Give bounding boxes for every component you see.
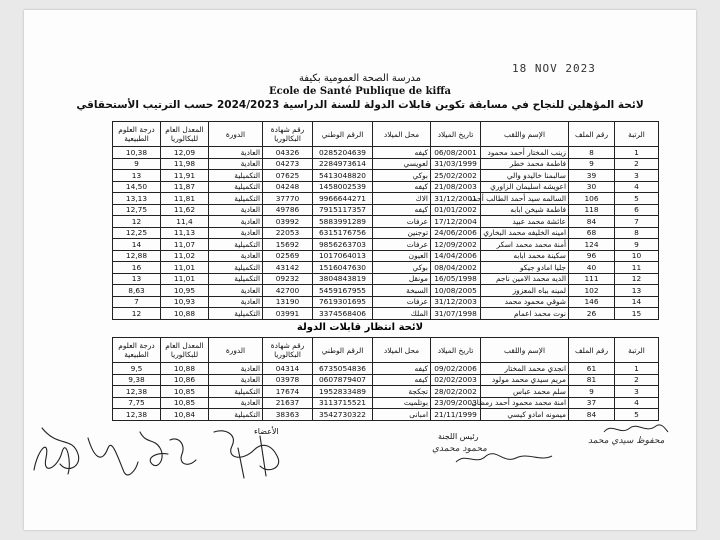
cell-dob: 31/03/1999 bbox=[431, 158, 481, 170]
cell-avg: 11,13 bbox=[161, 227, 209, 239]
cell-dob: 16/05/1998 bbox=[431, 273, 481, 285]
cell-file: 146 bbox=[569, 296, 615, 308]
cell-avg: 10,93 bbox=[161, 296, 209, 308]
cell-session: التكميلية bbox=[209, 273, 263, 285]
cell-session: التكميلية bbox=[209, 170, 263, 182]
cell-avg: 10,85 bbox=[161, 386, 209, 398]
cell-file: 40 bbox=[569, 262, 615, 274]
cell-rank: 4 bbox=[615, 397, 659, 409]
cell-sci: 14 bbox=[113, 239, 161, 251]
cell-file: 9 bbox=[569, 386, 615, 398]
cell-sci: 12 bbox=[113, 308, 161, 320]
cell-file: 124 bbox=[569, 239, 615, 251]
cell-session: العادية bbox=[209, 296, 263, 308]
cell-rank: 4 bbox=[615, 181, 659, 193]
cell-name: جليا امادو جيكو bbox=[481, 262, 569, 274]
cell-dob: 02/02/2003 bbox=[431, 374, 481, 386]
cell-dob: 24/06/2006 bbox=[431, 227, 481, 239]
cell-avg: 11,81 bbox=[161, 193, 209, 205]
cell-nni: 2284973614 bbox=[313, 158, 373, 170]
column-header-file: رقم الملف bbox=[569, 338, 615, 363]
cell-session: العادية bbox=[209, 227, 263, 239]
cell-dob: 12/09/2002 bbox=[431, 239, 481, 251]
cell-bac: 07625 bbox=[263, 170, 313, 182]
cell-file: 81 bbox=[569, 374, 615, 386]
cell-sci: 12,88 bbox=[113, 250, 161, 262]
cell-file: 30 bbox=[569, 181, 615, 193]
cell-name: فاطمة محمد خطر bbox=[481, 158, 569, 170]
cell-pob: تجكجة bbox=[373, 386, 431, 398]
president-signature: محمود محمدي bbox=[432, 444, 487, 454]
column-header-name: الإسم واللقب bbox=[481, 338, 569, 363]
cell-nni: 9856263703 bbox=[313, 239, 373, 251]
cell-dob: 21/11/1999 bbox=[431, 409, 481, 421]
cell-bac: 17674 bbox=[263, 386, 313, 398]
cell-session: العادية bbox=[209, 374, 263, 386]
table-header-row bbox=[113, 338, 659, 363]
cell-avg: 10,84 bbox=[161, 409, 209, 421]
cell-pob: الاك bbox=[373, 193, 431, 205]
waiting-list-title: لائحة انتظار قابلات الدولة bbox=[296, 322, 424, 333]
cell-name: السالمه سيد أحمد الطالب أحمد bbox=[481, 193, 569, 205]
cell-pob: كيفه bbox=[373, 374, 431, 386]
cell-rank: 7 bbox=[615, 216, 659, 228]
cell-nni: 6315176756 bbox=[313, 227, 373, 239]
column-header-name: الإسم واللقب bbox=[481, 122, 569, 147]
cell-bac: 03992 bbox=[263, 216, 313, 228]
right-signature: محفوظ سيدي محمد bbox=[588, 436, 665, 446]
cell-bac: 21637 bbox=[263, 397, 313, 409]
cell-bac: 13190 bbox=[263, 296, 313, 308]
cell-bac: 49786 bbox=[263, 204, 313, 216]
cell-bac: 15692 bbox=[263, 239, 313, 251]
column-header-avg: المعدل العام للبكالوريا bbox=[161, 122, 209, 147]
cell-bac: 03978 bbox=[263, 374, 313, 386]
cell-session: التكميلية bbox=[209, 308, 263, 320]
school-name-ar: مدرسة الصحة العمومية بكيفة bbox=[298, 73, 422, 84]
cell-dob: 17/12/2004 bbox=[431, 216, 481, 228]
cell-file: 39 bbox=[569, 170, 615, 182]
cell-pob: السبخة bbox=[373, 285, 431, 297]
cell-sci: 12,75 bbox=[113, 204, 161, 216]
table-row bbox=[113, 204, 659, 216]
cell-rank: 2 bbox=[615, 374, 659, 386]
table-row bbox=[113, 158, 659, 170]
cell-sci: 13 bbox=[113, 170, 161, 182]
cell-session: التكميلية bbox=[209, 386, 263, 398]
column-header-pob: محل الميلاد bbox=[373, 338, 431, 363]
cell-session: العادية bbox=[209, 147, 263, 159]
column-header-avg: المعدل العام للبكالوريا bbox=[161, 338, 209, 363]
table-row bbox=[113, 363, 659, 375]
table-row bbox=[113, 216, 659, 228]
cell-name: فاطمة شيخن ابابه bbox=[481, 204, 569, 216]
cell-dob: 08/04/2002 bbox=[431, 262, 481, 274]
waiting-list-table bbox=[112, 337, 659, 421]
cell-pob: الملك bbox=[373, 308, 431, 320]
cell-name: أمنة محمد محمد اسكر bbox=[481, 239, 569, 251]
cell-dob: 31/12/2003 bbox=[431, 296, 481, 308]
cell-name: انجدي محمد المختار bbox=[481, 363, 569, 375]
cell-rank: 3 bbox=[615, 170, 659, 182]
cell-pob: بوكي bbox=[373, 262, 431, 274]
cell-bac: 04273 bbox=[263, 158, 313, 170]
cell-sci: 7 bbox=[113, 296, 161, 308]
cell-pob: كيفه bbox=[373, 181, 431, 193]
table-row bbox=[113, 250, 659, 262]
cell-nni: 1516047630 bbox=[313, 262, 373, 274]
cell-sci: 16 bbox=[113, 262, 161, 274]
table-row bbox=[113, 227, 659, 239]
cell-rank: 15 bbox=[615, 308, 659, 320]
cell-name: الديه محمد الامين ناجم bbox=[481, 273, 569, 285]
cell-nni: 3804843819 bbox=[313, 273, 373, 285]
column-header-file: رقم الملف bbox=[569, 122, 615, 147]
cell-file: 61 bbox=[569, 363, 615, 375]
cell-avg: 11,98 bbox=[161, 158, 209, 170]
president-label: رئيس اللجنة bbox=[438, 432, 479, 441]
table-row bbox=[113, 193, 659, 205]
cell-rank: 3 bbox=[615, 386, 659, 398]
cell-pob: امبانى bbox=[373, 409, 431, 421]
document-title: لائحة المؤهلين للنجاح في مسابقة تكوين قابلات الدولة للسنة الدراسية 2024/2023 حسب الترتيب الأستحقاقي bbox=[76, 99, 644, 111]
table-row bbox=[113, 397, 659, 409]
cell-name: عائشة محمد عبيد bbox=[481, 216, 569, 228]
cell-session: العادية bbox=[209, 285, 263, 297]
column-header-session: الدورة bbox=[209, 122, 263, 147]
cell-name: ميمونه امادو كيسي bbox=[481, 409, 569, 421]
cell-sci: 12 bbox=[113, 216, 161, 228]
table-row bbox=[113, 239, 659, 251]
cell-name: اعويشه اسليمان الزاوري bbox=[481, 181, 569, 193]
cell-nni: 1952833489 bbox=[313, 386, 373, 398]
cell-rank: 6 bbox=[615, 204, 659, 216]
cell-avg: 10,88 bbox=[161, 308, 209, 320]
cell-avg: 11,87 bbox=[161, 181, 209, 193]
cell-avg: 12,09 bbox=[161, 147, 209, 159]
cell-rank: 9 bbox=[615, 239, 659, 251]
column-header-bac: رقم شهادة البكالوريا bbox=[263, 122, 313, 147]
cell-file: 37 bbox=[569, 397, 615, 409]
cell-pob: عرفات bbox=[373, 296, 431, 308]
cell-file: 26 bbox=[569, 308, 615, 320]
cell-nni: 5883991289 bbox=[313, 216, 373, 228]
school-name-fr: Ecole de Santé Publique de kiffa bbox=[268, 86, 452, 97]
cell-avg: 11,01 bbox=[161, 262, 209, 274]
cell-avg: 11,07 bbox=[161, 239, 209, 251]
cell-avg: 10,85 bbox=[161, 397, 209, 409]
cell-name: زينب المختار أحمد محمود bbox=[481, 147, 569, 159]
table-row bbox=[113, 273, 659, 285]
cell-session: العادية bbox=[209, 250, 263, 262]
column-header-sci: درجة العلوم الطبيعية bbox=[113, 338, 161, 363]
cell-bac: 42700 bbox=[263, 285, 313, 297]
cell-dob: 31/12/2001 bbox=[431, 193, 481, 205]
cell-pob: توجنين bbox=[373, 227, 431, 239]
table-row bbox=[113, 308, 659, 320]
admitted-table bbox=[112, 121, 659, 320]
cell-rank: 13 bbox=[615, 285, 659, 297]
cell-avg: 11,91 bbox=[161, 170, 209, 182]
column-header-session: الدورة bbox=[209, 338, 263, 363]
cell-rank: 5 bbox=[615, 193, 659, 205]
cell-sci: 9,5 bbox=[113, 363, 161, 375]
cell-sci: 14,50 bbox=[113, 181, 161, 193]
cell-dob: 09/02/2006 bbox=[431, 363, 481, 375]
cell-nni: 7915117357 bbox=[313, 204, 373, 216]
cell-sci: 9,38 bbox=[113, 374, 161, 386]
cell-bac: 04248 bbox=[263, 181, 313, 193]
cell-pob: العيون bbox=[373, 250, 431, 262]
cell-sci: 13 bbox=[113, 273, 161, 285]
cell-pob: لعويسي bbox=[373, 158, 431, 170]
cell-avg: 11,62 bbox=[161, 204, 209, 216]
cell-dob: 14/04/2006 bbox=[431, 250, 481, 262]
cell-bac: 02569 bbox=[263, 250, 313, 262]
cell-file: 8 bbox=[569, 147, 615, 159]
cell-dob: 10/08/2005 bbox=[431, 285, 481, 297]
cell-rank: 1 bbox=[615, 363, 659, 375]
column-header-dob: تاريخ الميلاد bbox=[431, 338, 481, 363]
cell-session: العادية bbox=[209, 216, 263, 228]
cell-session: التكميلية bbox=[209, 181, 263, 193]
cell-dob: 23/09/2003 bbox=[431, 397, 481, 409]
cell-name: نوت محمد اعمام bbox=[481, 308, 569, 320]
cell-dob: 25/02/2002 bbox=[431, 170, 481, 182]
cell-name: مريم سيدي محمد مولود bbox=[481, 374, 569, 386]
column-header-sci: درجة العلوم الطبيعية bbox=[113, 122, 161, 147]
cell-pob: مونقل bbox=[373, 273, 431, 285]
table-header-row bbox=[113, 122, 659, 147]
table-row bbox=[113, 374, 659, 386]
cell-nni: 5459167955 bbox=[313, 285, 373, 297]
cell-pob: كيفه bbox=[373, 204, 431, 216]
cell-nni: 3542730322 bbox=[313, 409, 373, 421]
column-header-bac: رقم شهادة البكالوريا bbox=[263, 338, 313, 363]
cell-sci: 12,38 bbox=[113, 409, 161, 421]
cell-dob: 21/08/2003 bbox=[431, 181, 481, 193]
cell-nni: 1458002539 bbox=[313, 181, 373, 193]
cell-rank: 8 bbox=[615, 227, 659, 239]
cell-file: 106 bbox=[569, 193, 615, 205]
members-signatures bbox=[28, 418, 298, 490]
cell-session: التكميلية bbox=[209, 262, 263, 274]
cell-sci: 10,38 bbox=[113, 147, 161, 159]
cell-bac: 38363 bbox=[263, 409, 313, 421]
cell-nni: 5413048820 bbox=[313, 170, 373, 182]
cell-rank: 10 bbox=[615, 250, 659, 262]
table-row bbox=[113, 262, 659, 274]
table-row bbox=[113, 386, 659, 398]
cell-bac: 04314 bbox=[263, 363, 313, 375]
cell-session: التكميلية bbox=[209, 409, 263, 421]
cell-pob: عرفات bbox=[373, 216, 431, 228]
cell-session: العادية bbox=[209, 363, 263, 375]
cell-rank: 12 bbox=[615, 273, 659, 285]
cell-file: 102 bbox=[569, 285, 615, 297]
table-row bbox=[113, 181, 659, 193]
cell-dob: 06/08/2001 bbox=[431, 147, 481, 159]
cell-session: العادية bbox=[209, 158, 263, 170]
president-signature-scribble bbox=[452, 446, 572, 470]
right-signature-scribble bbox=[600, 420, 670, 438]
cell-file: 118 bbox=[569, 204, 615, 216]
cell-nni: 0285204639 bbox=[313, 147, 373, 159]
cell-dob: 31/07/1998 bbox=[431, 308, 481, 320]
cell-bac: 09232 bbox=[263, 273, 313, 285]
cell-bac: 22053 bbox=[263, 227, 313, 239]
cell-file: 68 bbox=[569, 227, 615, 239]
cell-sci: 8,63 bbox=[113, 285, 161, 297]
cell-nni: 3374568406 bbox=[313, 308, 373, 320]
cell-rank: 2 bbox=[615, 158, 659, 170]
column-header-rank: الرتبة bbox=[615, 338, 659, 363]
cell-avg: 10,95 bbox=[161, 285, 209, 297]
cell-nni: 1017064013 bbox=[313, 250, 373, 262]
cell-avg: 10,88 bbox=[161, 363, 209, 375]
cell-pob: عرفات bbox=[373, 239, 431, 251]
cell-session: العادية bbox=[209, 397, 263, 409]
members-label: الأعضاء bbox=[254, 427, 279, 436]
cell-bac: 37770 bbox=[263, 193, 313, 205]
table-row bbox=[113, 285, 659, 297]
column-header-pob: محل الميلاد bbox=[373, 122, 431, 147]
cell-rank: 11 bbox=[615, 262, 659, 274]
column-header-nni: الرقم الوطني bbox=[313, 338, 373, 363]
cell-name: امنة محمد محمود أحمد رمظان bbox=[481, 397, 569, 409]
cell-file: 9 bbox=[569, 158, 615, 170]
cell-file: 111 bbox=[569, 273, 615, 285]
cell-rank: 1 bbox=[615, 147, 659, 159]
cell-bac: 43142 bbox=[263, 262, 313, 274]
cell-session: العادية bbox=[209, 204, 263, 216]
cell-nni: 0607879407 bbox=[313, 374, 373, 386]
cell-sci: 12,38 bbox=[113, 386, 161, 398]
cell-nni: 3113715521 bbox=[313, 397, 373, 409]
cell-sci: 9 bbox=[113, 158, 161, 170]
cell-sci: 12,25 bbox=[113, 227, 161, 239]
cell-avg: 11,02 bbox=[161, 250, 209, 262]
cell-nni: 6735054836 bbox=[313, 363, 373, 375]
cell-name: امينه الخليفه محمد البخاري bbox=[481, 227, 569, 239]
cell-pob: بوتلميت bbox=[373, 397, 431, 409]
cell-file: 84 bbox=[569, 409, 615, 421]
cell-avg: 10,86 bbox=[161, 374, 209, 386]
cell-name: سلم محمد عباس bbox=[481, 386, 569, 398]
cell-file: 84 bbox=[569, 216, 615, 228]
cell-rank: 5 bbox=[615, 409, 659, 421]
cell-session: التكميلية bbox=[209, 193, 263, 205]
table-row bbox=[113, 147, 659, 159]
cell-dob: 28/02/2002 bbox=[431, 386, 481, 398]
cell-pob: كيفه bbox=[373, 363, 431, 375]
cell-name: سكينة محمد ابابه bbox=[481, 250, 569, 262]
cell-name: سالبمنا خاليدو والي bbox=[481, 170, 569, 182]
cell-sci: 7,75 bbox=[113, 397, 161, 409]
table-row bbox=[113, 170, 659, 182]
cell-file: 96 bbox=[569, 250, 615, 262]
cell-pob: بوكي bbox=[373, 170, 431, 182]
cell-bac: 04326 bbox=[263, 147, 313, 159]
cell-name: لمينه بباه المعزوز bbox=[481, 285, 569, 297]
cell-avg: 11,4 bbox=[161, 216, 209, 228]
cell-session: التكميلية bbox=[209, 239, 263, 251]
cell-sci: 13,13 bbox=[113, 193, 161, 205]
date-stamp: 18 NOV 2023 bbox=[512, 62, 596, 75]
cell-name: شوقي محمود محمد bbox=[481, 296, 569, 308]
cell-pob: كيفه bbox=[373, 147, 431, 159]
cell-avg: 11,01 bbox=[161, 273, 209, 285]
table-row bbox=[113, 296, 659, 308]
column-header-dob: تاريخ الميلاد bbox=[431, 122, 481, 147]
cell-rank: 14 bbox=[615, 296, 659, 308]
column-header-rank: الرتبة bbox=[615, 122, 659, 147]
cell-bac: 03991 bbox=[263, 308, 313, 320]
cell-dob: 01/01/2002 bbox=[431, 204, 481, 216]
cell-nni: 7619301695 bbox=[313, 296, 373, 308]
column-header-nni: الرقم الوطني bbox=[313, 122, 373, 147]
cell-nni: 9966644271 bbox=[313, 193, 373, 205]
